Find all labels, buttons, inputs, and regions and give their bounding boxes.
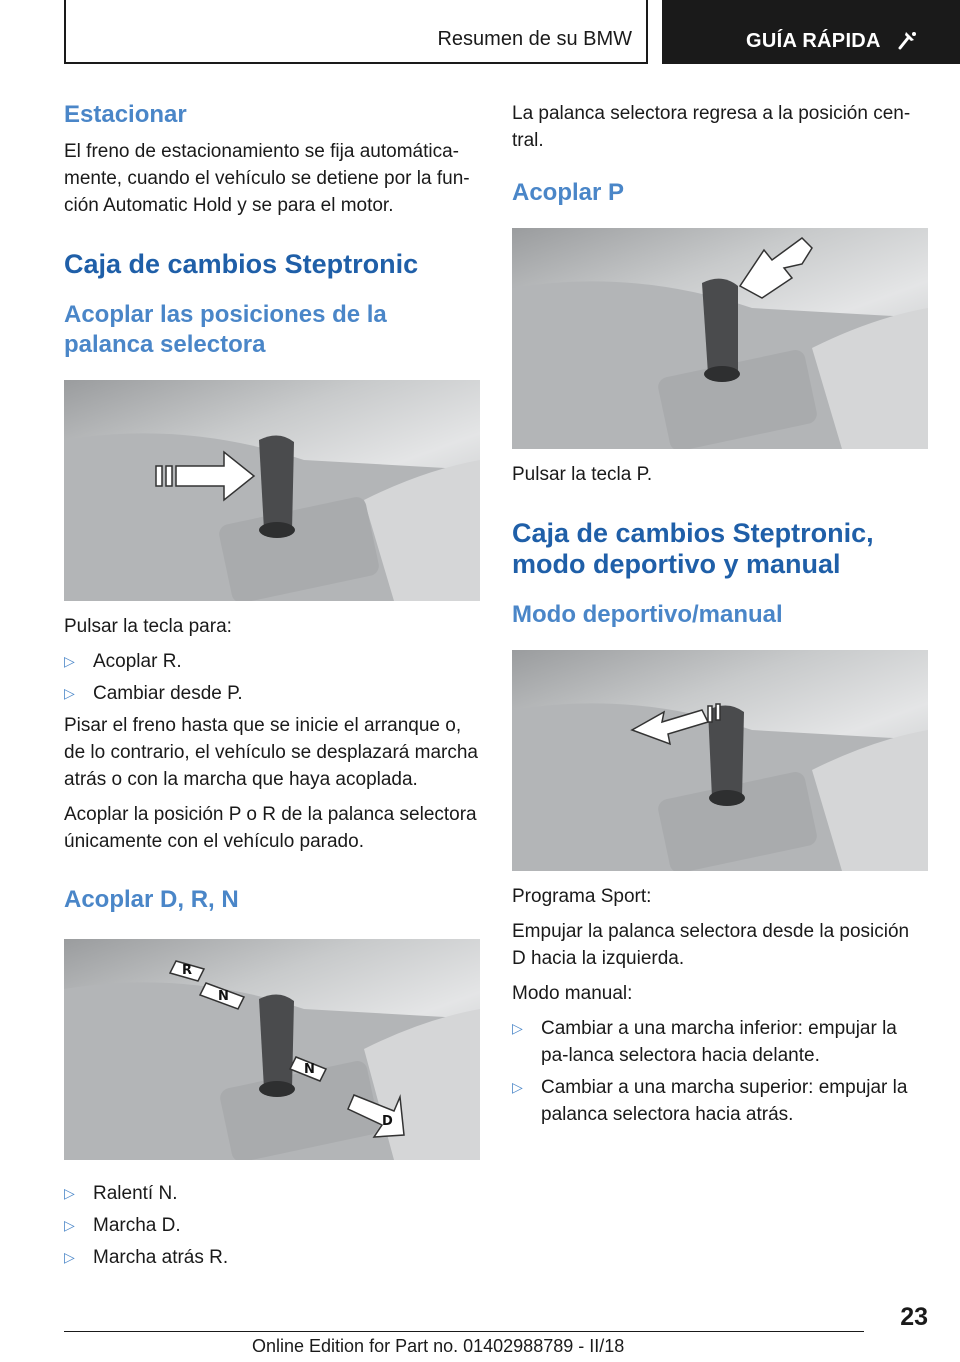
list-item: ▷ Cambiar a una marcha inferior: empujar la pa-lanca selectora hacia delante. (512, 1015, 928, 1069)
heading-modo-deportivo: Modo deportivo/manual (512, 601, 783, 628)
gear-lever-photo-sport (512, 650, 928, 871)
triangle-bullet-icon: ▷ (64, 1249, 75, 1265)
shift-label-d: D (382, 1114, 393, 1129)
gear-lever-photo-p-button (512, 228, 928, 449)
list-item: ▷ Cambiar desde P. (64, 680, 480, 707)
header-section-title: Resumen de su BMW (437, 28, 632, 50)
heading-caja-cambios: Caja de cambios Steptronic (64, 249, 419, 279)
para-programa-sport: Programa Sport: (512, 886, 652, 907)
list-item: ▷ Marcha atrás R. (64, 1244, 480, 1271)
para-pisar-freno: Pisar el freno hasta que se inicie el arranque o, de lo contrario, el vehículo se desplazará marcha atrás o con la marcha que haya acoplada. (64, 715, 479, 790)
triangle-bullet-icon: ▷ (512, 1020, 523, 1036)
list-drn (64, 1180, 480, 1271)
quick-guide-icon (896, 28, 918, 50)
para-acoplar-pr: Acoplar la posición P o R de la palanca selectora únicamente con el vehículo parado. (64, 804, 477, 852)
triangle-bullet-icon: ▷ (64, 685, 75, 701)
para-pulsar-para: Pulsar la tecla para: (64, 616, 232, 637)
footer-edition: Online Edition for Part no. 01402988789 - II/18 (252, 1336, 625, 1356)
para-modo-manual: Modo manual: (512, 983, 633, 1004)
list-manual (512, 1015, 928, 1128)
shift-label-n-down: N (304, 1062, 315, 1077)
header-guide-tab (662, 0, 960, 64)
header-section-tab (64, 0, 648, 64)
para-empujar: Empujar la palanca selectora desde la posición D hacia la izquierda. (512, 921, 910, 969)
gear-lever-photo-push-button (64, 380, 480, 601)
para-regresa: La palanca selectora regresa a la posición cen-tral. (512, 103, 911, 151)
shift-label-n-up: N (218, 989, 229, 1004)
list-item: ▷ Ralentí N. (64, 1180, 480, 1207)
triangle-bullet-icon: ▷ (64, 653, 75, 669)
header-guide-title: GUÍA RÁPIDA (746, 30, 881, 52)
heading-acoplar-p: Acoplar P (512, 179, 625, 206)
list-pulsar (64, 648, 480, 707)
page-number: 23 (900, 1303, 928, 1331)
list-item: ▷ Cambiar a una marcha superior: empujar la palanca selectora hacia atrás. (512, 1074, 928, 1128)
footer-divider (64, 1331, 864, 1332)
shift-label-r: R (182, 963, 193, 978)
triangle-bullet-icon: ▷ (64, 1185, 75, 1201)
right-column (512, 100, 928, 1133)
list-item: ▷ Marcha D. (64, 1212, 480, 1239)
para-pulsar-p: Pulsar la tecla P. (512, 464, 653, 485)
triangle-bullet-icon: ▷ (512, 1079, 523, 1095)
list-item: ▷ Acoplar R. (64, 648, 480, 675)
triangle-bullet-icon: ▷ (64, 1217, 75, 1233)
heading-estacionar: Estacionar (64, 101, 187, 128)
heading-acoplar-drn: Acoplar D, R, N (64, 886, 239, 913)
heading-acoplar-posiciones: Acoplar las posiciones de la palanca selectora (64, 301, 387, 358)
para-estacionar: El freno de estacionamiento se fija automática-mente, cuando el vehículo se detiene por la fun-ción Automatic Hold y se para el motor. (64, 141, 470, 216)
left-column (64, 100, 480, 1276)
heading-caja-sport: Caja de cambios Steptronic, modo deportivo y manual (512, 518, 874, 579)
gear-lever-photo-drn (64, 939, 480, 1160)
